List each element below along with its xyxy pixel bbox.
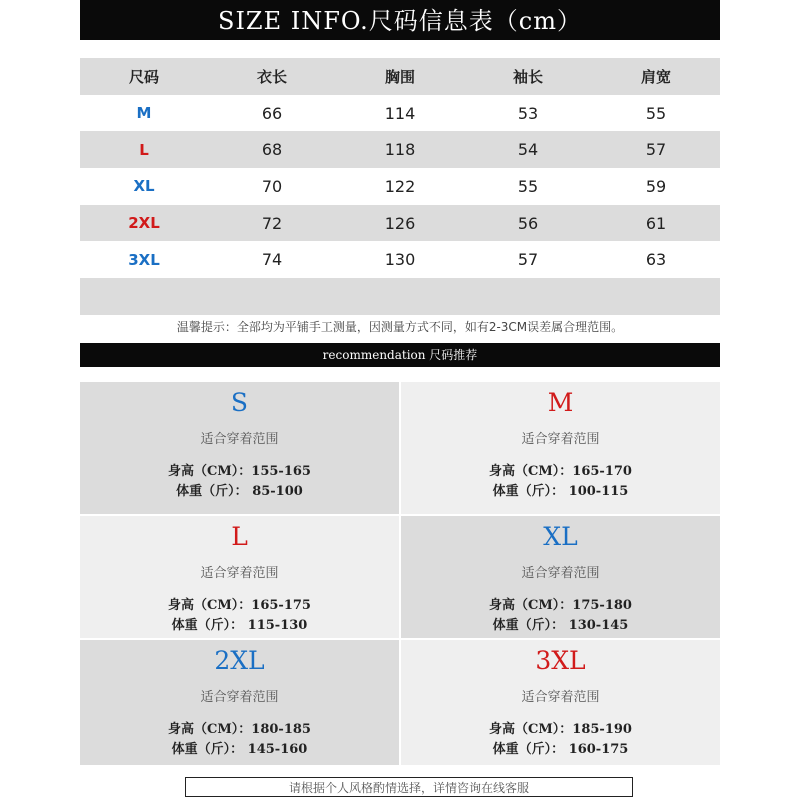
chest-cell: 122 <box>384 176 416 196</box>
recommendation-grid <box>80 382 720 765</box>
recommendation-height: 身高（CM）：175-180 <box>489 598 632 613</box>
size-info-title: SIZE INFO.尺码信息表（cm） <box>80 0 720 40</box>
recommendation-subtitle: 适合穿着范围 <box>200 432 279 447</box>
recommendation-subtitle: 适合穿着范围 <box>521 432 600 447</box>
size-cell: 2XL <box>128 214 160 233</box>
header-chest: 胸围 <box>384 67 415 86</box>
recommendation-weight: 体重（斤）： 130-145 <box>492 618 629 633</box>
table-row <box>80 241 720 278</box>
recommendation-weight: 体重（斤）： 160-175 <box>492 742 629 757</box>
recommendation-subtitle: 适合穿着范围 <box>200 566 279 581</box>
length-cell: 68 <box>261 140 283 160</box>
shoulder-cell: 57 <box>645 140 667 160</box>
shoulder-cell: 55 <box>645 103 667 123</box>
sleeve-cell: 53 <box>517 103 539 123</box>
recommendation-title: recommendation 尺码推荐 <box>80 343 720 367</box>
chest-cell: 126 <box>384 213 416 233</box>
size-cell: L <box>139 140 149 159</box>
chest-cell: 114 <box>384 103 416 123</box>
recommendation-card <box>80 382 399 514</box>
header-sleeve: 袖长 <box>512 67 543 86</box>
recommendation-weight: 体重（斤）： 145-160 <box>171 742 308 757</box>
recommendation-card <box>401 382 720 514</box>
recommendation-height: 身高（CM）：185-190 <box>489 722 632 737</box>
shoulder-cell: 61 <box>645 213 667 233</box>
header-size: 尺码 <box>128 67 159 86</box>
size-cell: M <box>136 104 152 123</box>
table-row <box>80 168 720 205</box>
length-cell: 70 <box>261 176 283 196</box>
table-row <box>80 95 720 132</box>
sleeve-cell: 57 <box>517 250 539 270</box>
recommendation-card <box>401 640 720 765</box>
size-cell: XL <box>133 177 155 196</box>
shoulder-cell: 59 <box>645 176 667 196</box>
size-cell: 3XL <box>128 250 160 269</box>
recommendation-size: S <box>230 388 249 417</box>
sleeve-cell: 54 <box>517 140 539 160</box>
recommendation-size: 3XL <box>535 646 586 675</box>
table-row <box>80 205 720 242</box>
recommendation-height: 身高（CM）：165-175 <box>168 598 311 613</box>
table-row-empty <box>80 278 720 315</box>
recommendation-card <box>80 640 399 765</box>
recommendation-size: L <box>231 522 248 551</box>
recommendation-weight: 体重（斤）： 100-115 <box>492 484 629 499</box>
measurement-tip: 温馨提示：全部均为平铺手工测量，因测量方式不同，如有2-3CM误差属合理范围。 <box>176 320 624 334</box>
recommendation-height: 身高（CM）：155-165 <box>168 464 311 479</box>
recommendation-card <box>401 516 720 638</box>
recommendation-subtitle: 适合穿着范围 <box>200 690 279 705</box>
sleeve-cell: 56 <box>517 213 539 233</box>
recommendation-subtitle: 适合穿着范围 <box>521 690 600 705</box>
footer-note: 请根据个人风格酌情选择，详情咨询在线客服 <box>185 777 633 797</box>
chest-cell: 118 <box>384 140 416 160</box>
table-row <box>80 131 720 168</box>
recommendation-size: M <box>547 388 574 417</box>
sleeve-cell: 55 <box>517 176 539 196</box>
shoulder-cell: 63 <box>645 250 667 270</box>
length-cell: 74 <box>261 250 283 270</box>
size-table <box>80 58 720 315</box>
recommendation-height: 身高（CM）：165-170 <box>489 464 632 479</box>
header-length: 衣长 <box>256 67 287 86</box>
header-shoulder: 肩宽 <box>640 67 671 86</box>
size-table-header-row <box>80 58 720 95</box>
recommendation-height: 身高（CM）：180-185 <box>168 722 311 737</box>
length-cell: 66 <box>261 103 283 123</box>
recommendation-subtitle: 适合穿着范围 <box>521 566 600 581</box>
recommendation-weight: 体重（斤）： 115-130 <box>171 618 308 633</box>
recommendation-card <box>80 516 399 638</box>
recommendation-size: 2XL <box>214 646 265 675</box>
recommendation-weight: 体重（斤）： 85-100 <box>176 484 303 499</box>
length-cell: 72 <box>261 213 283 233</box>
recommendation-size: XL <box>543 522 578 551</box>
chest-cell: 130 <box>384 250 416 270</box>
